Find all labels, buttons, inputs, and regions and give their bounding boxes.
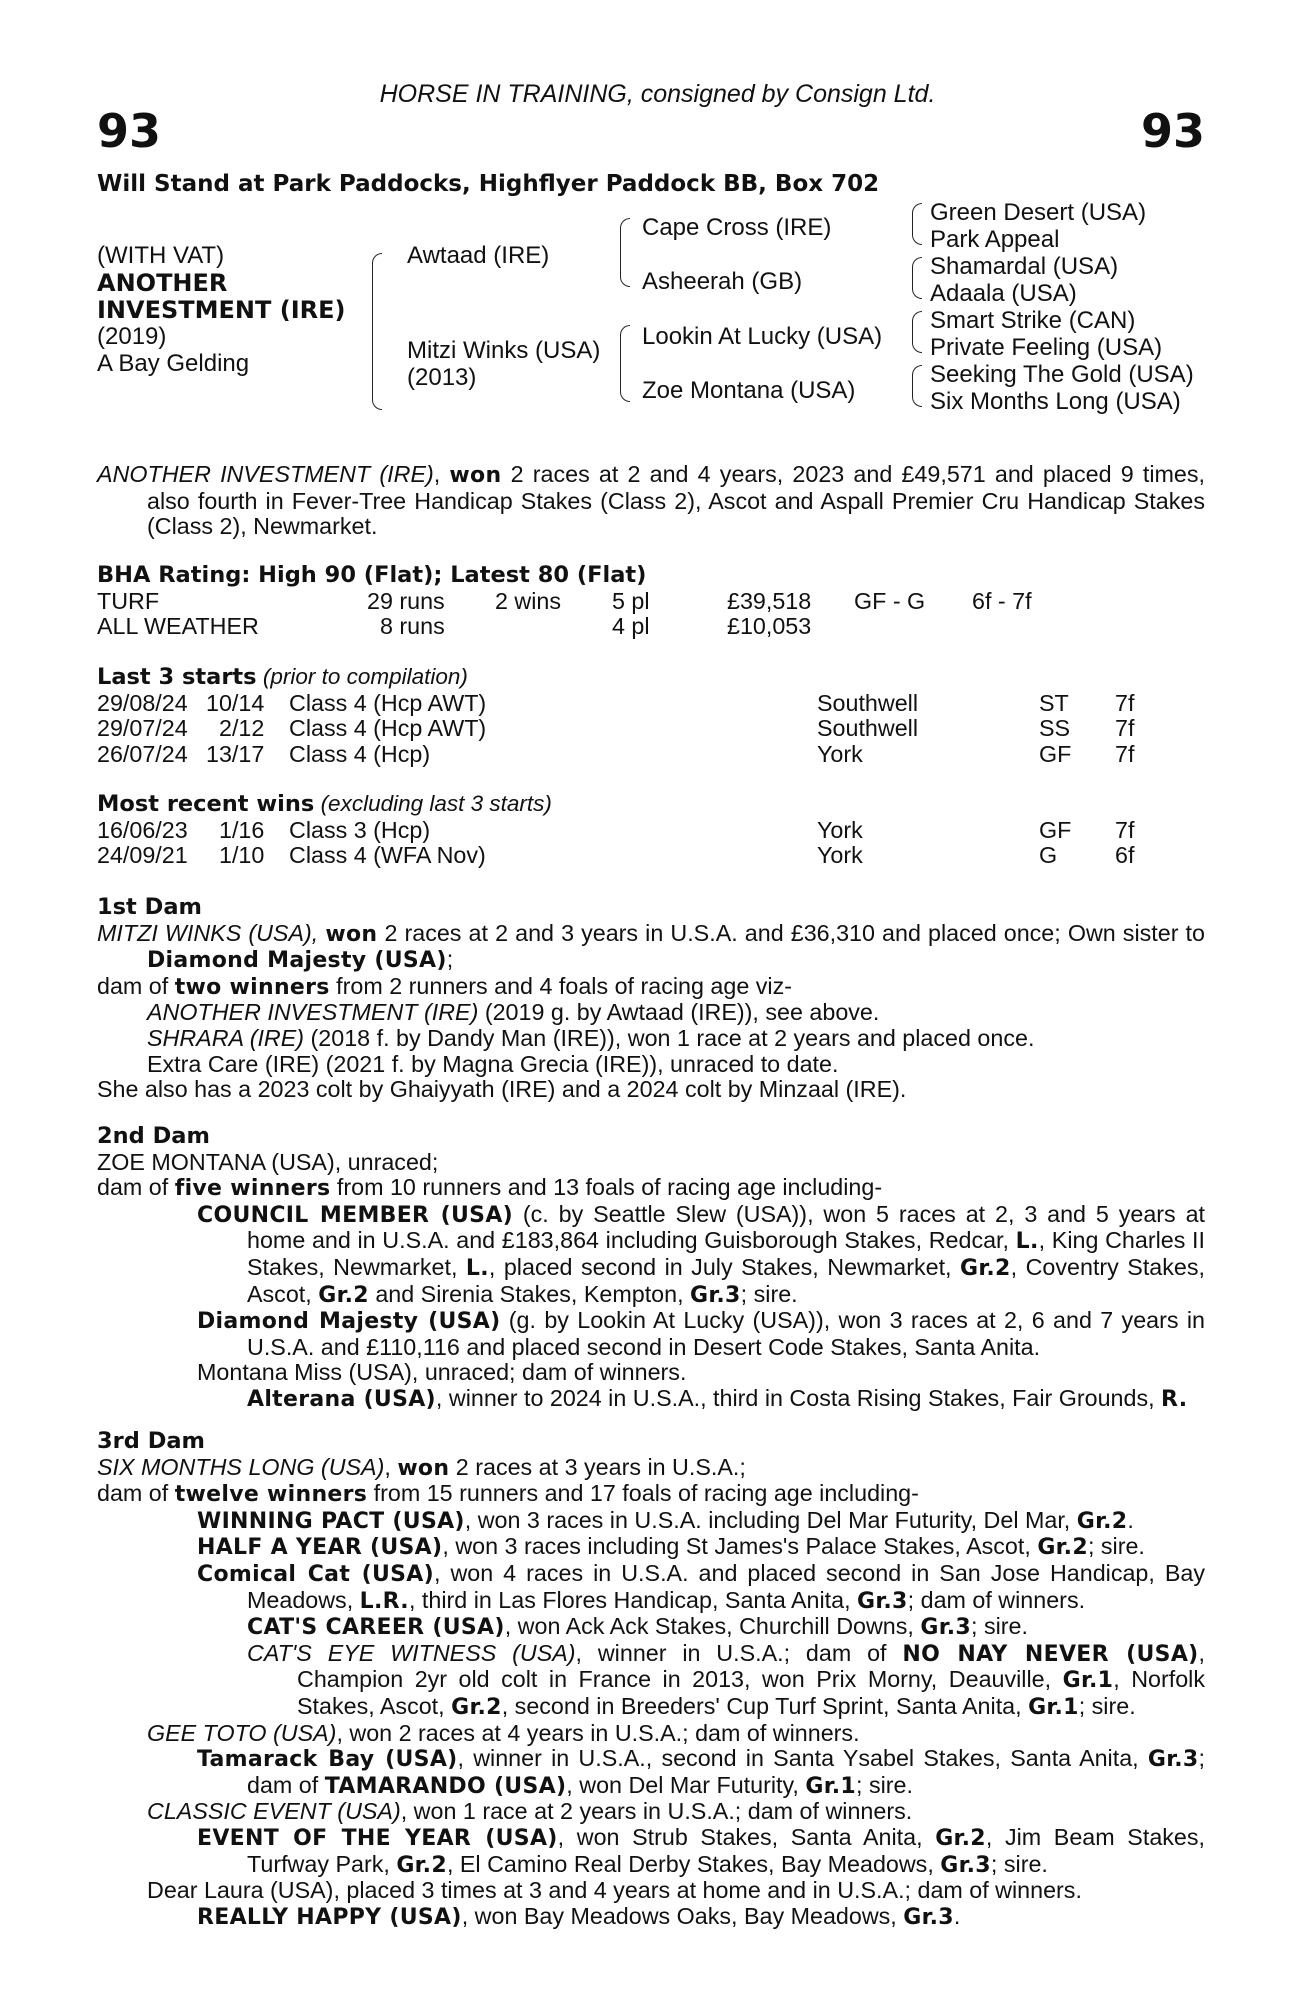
lot-number-right: 93 xyxy=(1140,104,1205,158)
produce-montana-miss: Montana Miss (USA), unraced; dam of winners. xyxy=(197,1359,687,1386)
horse-name-line2: INVESTMENT (IRE) xyxy=(97,296,346,324)
horse-description: A Bay Gelding xyxy=(97,350,250,377)
first-dam-paragraph: MITZI WINKS (USA), won 2 races at 2 and 3 years in U.S.A. and £36,310 and placed once; Own sister to Diamond Majesty (USA); xyxy=(97,919,1205,974)
first-dam-heading: 1st Dam xyxy=(97,894,202,920)
grandsire-4: Seeking The Gold (USA) xyxy=(930,361,1194,388)
second-dam-zoe: ZOE MONTANA (USA), unraced; xyxy=(97,1148,439,1175)
produce-dear-laura: Dear Laura (USA), placed 3 times at 3 and 4 years at home and in U.S.A.; dam of winners. xyxy=(147,1877,1082,1904)
produce-half-a-year: HALF A YEAR (USA), won 3 races including St James's Palace Stakes, Ascot, Gr.2; sire. xyxy=(197,1533,1145,1561)
produce-tamarack-bay: Tamarack Bay (USA), winner in U.S.A., second in Santa Ysabel Stakes, Santa Anita, Gr.3; dam of TAMARANDO (USA), won Del Mar Futurity, Gr.1; sire. xyxy=(197,1745,1205,1799)
g-bracket-2 xyxy=(912,257,922,299)
grandsire-3: Smart Strike (CAN) xyxy=(930,307,1136,334)
sire-dam: Asheerah (GB) xyxy=(642,268,803,295)
dam-sire: Lookin At Lucky (USA) xyxy=(642,323,883,350)
produce-cats-career: CAT'S CAREER (USA), won Ack Ack Stakes, Churchill Downs, Gr.3; sire. xyxy=(247,1613,1028,1641)
produce-comical-cat: Comical Cat (USA), won 4 races in U.S.A. and placed second in San Jose Handicap, Bay Meadows, L.R., third in Las Flores Handicap, Santa Anita, Gr.3; dam of winners. xyxy=(197,1559,1206,1614)
summary-block xyxy=(97,462,1205,540)
granddam-4: Six Months Long (USA) xyxy=(930,388,1181,415)
granddam-1: Park Appeal xyxy=(930,226,1060,253)
horse-year: (2019) xyxy=(97,323,167,350)
first-dam-also: She also has a 2023 colt by Ghaiyyath (IRE) and a 2024 colt by Minzaal (IRE). xyxy=(97,1076,907,1103)
granddam-2: Adaala (USA) xyxy=(930,280,1077,307)
rating-block xyxy=(97,563,1205,640)
recent-win-row: 24/09/21 1/10 Class 4 (WFA Nov) York G 6f xyxy=(97,842,1135,869)
second-dam-heading: 2nd Dam xyxy=(97,1123,210,1149)
first-dam-produce-intro: dam of two winners from 2 runners and 4 foals of racing age viz- xyxy=(97,972,792,1000)
third-dam-produce-intro: dam of twelve winners from 15 runners and 17 foals of racing age including- xyxy=(97,1480,919,1508)
horse-name-line1: ANOTHER xyxy=(97,269,228,297)
last3-row: 29/07/24 2/12 Class 4 (Hcp AWT) Southwell SS 7f xyxy=(97,715,1135,742)
produce-extra-care: Extra Care (IRE) (2021 f. by Magna Grecia (IRE)), unraced to date. xyxy=(147,1050,839,1077)
dam-name: Mitzi Winks (USA) xyxy=(407,337,601,364)
rating-row-turf: TURF 29 runs 2 wins 5 pl £39,518 GF - G 6f - 7f xyxy=(97,587,1032,614)
recent-win-row: 16/06/23 1/16 Class 3 (Hcp) York GF 7f xyxy=(97,816,1135,843)
dam-bracket xyxy=(620,325,630,402)
produce-classic-event: CLASSIC EVENT (USA), won 1 race at 2 years in U.S.A.; dam of winners. xyxy=(147,1798,913,1825)
produce-really-happy: REALLY HAPPY (USA), won Bay Meadows Oaks, Bay Meadows, Gr.3. xyxy=(197,1902,961,1930)
catalogue-header: HORSE IN TRAINING, consigned by Consign Ltd. xyxy=(379,80,936,108)
grandsire-2: Shamardal (USA) xyxy=(930,253,1119,280)
last3-block xyxy=(97,664,1205,767)
first-dam-block xyxy=(97,895,1205,1103)
sire-name: Awtaad (IRE) xyxy=(407,242,550,269)
last3-heading: Last 3 starts (prior to compilation) xyxy=(97,664,468,690)
sire-sire: Cape Cross (IRE) xyxy=(642,214,832,241)
summary-paragraph: ANOTHER INVESTMENT (IRE), won 2 races at 2 and 4 years, 2023 and £49,571 and placed 9 times, also fourth in Fever-Tree Handicap Stakes (Class 2), Ascot and Aspall Premier Cru Handicap Stakes (Class 2), Newmarket. xyxy=(97,461,1206,540)
second-dam-block xyxy=(97,1124,1205,1413)
last3-row: 29/08/24 10/14 Class 4 (Hcp AWT) Southwell ST 7f xyxy=(97,689,1135,716)
produce-alterana: Alterana (USA), winner to 2024 in U.S.A., third in Costa Rising Stakes, Fair Grounds, R. xyxy=(247,1384,1188,1412)
last3-row: 26/07/24 13/17 Class 4 (Hcp) York GF 7f xyxy=(97,740,1135,767)
dam-dam: Zoe Montana (USA) xyxy=(642,377,856,404)
horse-vat: (WITH VAT) xyxy=(97,242,225,269)
third-dam-six-months: SIX MONTHS LONG (USA), won 2 races at 3 years in U.S.A.; xyxy=(97,1453,746,1481)
rating-heading: BHA Rating: High 90 (Flat); Latest 80 (Flat) xyxy=(97,562,647,588)
produce-cats-eye-witness: CAT'S EYE WITNESS (USA), winner in U.S.A.; dam of NO NAY NEVER (USA), Champion 2yr old colt in France in 2013, won Prix Morny, Deauville, Gr.1, Norfolk Stakes, Ascot, Gr.2, second in Breeders' Cup Turf Sprint, Santa Anita, Gr.1; sire. xyxy=(247,1639,1205,1720)
produce-diamond-majesty: Diamond Majesty (USA) (g. by Lookin At Lucky (USA)), won 3 races at 2, 6 and 7 years in U.S.A. and £110,116 and placed second in Desert Code Stakes, Santa Anita. xyxy=(197,1307,1205,1360)
dam-year: (2013) xyxy=(407,364,477,391)
produce-council-member: COUNCIL MEMBER (USA) (c. by Seattle Slew (USA)), won 5 races at 2, 3 and 5 years at home and in U.S.A. and £183,864 including Guisborough Stakes, Redcar, L., King Charles II Stakes, Newmarket, L., placed second in July Stakes, Newmarket, Gr.2, Coventry Stakes, Ascot, Gr.2 and Sirenia Stakes, Kempton, Gr.3; sire. xyxy=(197,1200,1206,1308)
recent-wins-block xyxy=(97,791,1205,869)
stand-location: Will Stand at Park Paddocks, Highflyer Paddock BB, Box 702 xyxy=(97,171,880,197)
grandsire-1: Green Desert (USA) xyxy=(930,199,1147,226)
produce-winning-pact: WINNING PACT (USA), won 3 races in U.S.A. including Del Mar Futurity, Del Mar, Gr.2. xyxy=(197,1506,1134,1534)
produce-shrara: SHRARA (IRE) (2018 f. by Dandy Man (IRE)), won 1 race at 2 years and placed once. xyxy=(147,1024,1035,1051)
g-bracket-3 xyxy=(912,311,922,353)
produce-another-investment: ANOTHER INVESTMENT (IRE) (2019 g. by Awtaad (IRE)), see above. xyxy=(147,999,880,1026)
rating-row-aw: ALL WEATHER 8 runs 4 pl £10,053 xyxy=(97,613,812,640)
sire-bracket xyxy=(620,218,630,287)
g-bracket-4 xyxy=(912,365,922,407)
granddam-3: Private Feeling (USA) xyxy=(930,334,1163,361)
lot-number-left: 93 xyxy=(97,104,162,158)
pedigree-bracket xyxy=(372,253,382,410)
second-dam-produce-intro: dam of five winners from 10 runners and 13 foals of racing age including- xyxy=(97,1174,883,1202)
third-dam-heading: 3rd Dam xyxy=(97,1428,205,1454)
produce-event-of-the-year: EVENT OF THE YEAR (USA), won Strub Stakes, Santa Anita, Gr.2, Jim Beam Stakes, Turfway Park, Gr.2, El Camino Real Derby Stakes, Bay Meadows, Gr.3; sire. xyxy=(197,1823,1205,1878)
third-dam-block xyxy=(97,1429,1205,1930)
recent-wins-heading: Most recent wins (excluding last 3 starts) xyxy=(97,791,552,817)
produce-gee-toto: GEE TOTO (USA), won 2 races at 4 years in U.S.A.; dam of winners. xyxy=(147,1719,860,1746)
g-bracket-1 xyxy=(912,203,922,245)
